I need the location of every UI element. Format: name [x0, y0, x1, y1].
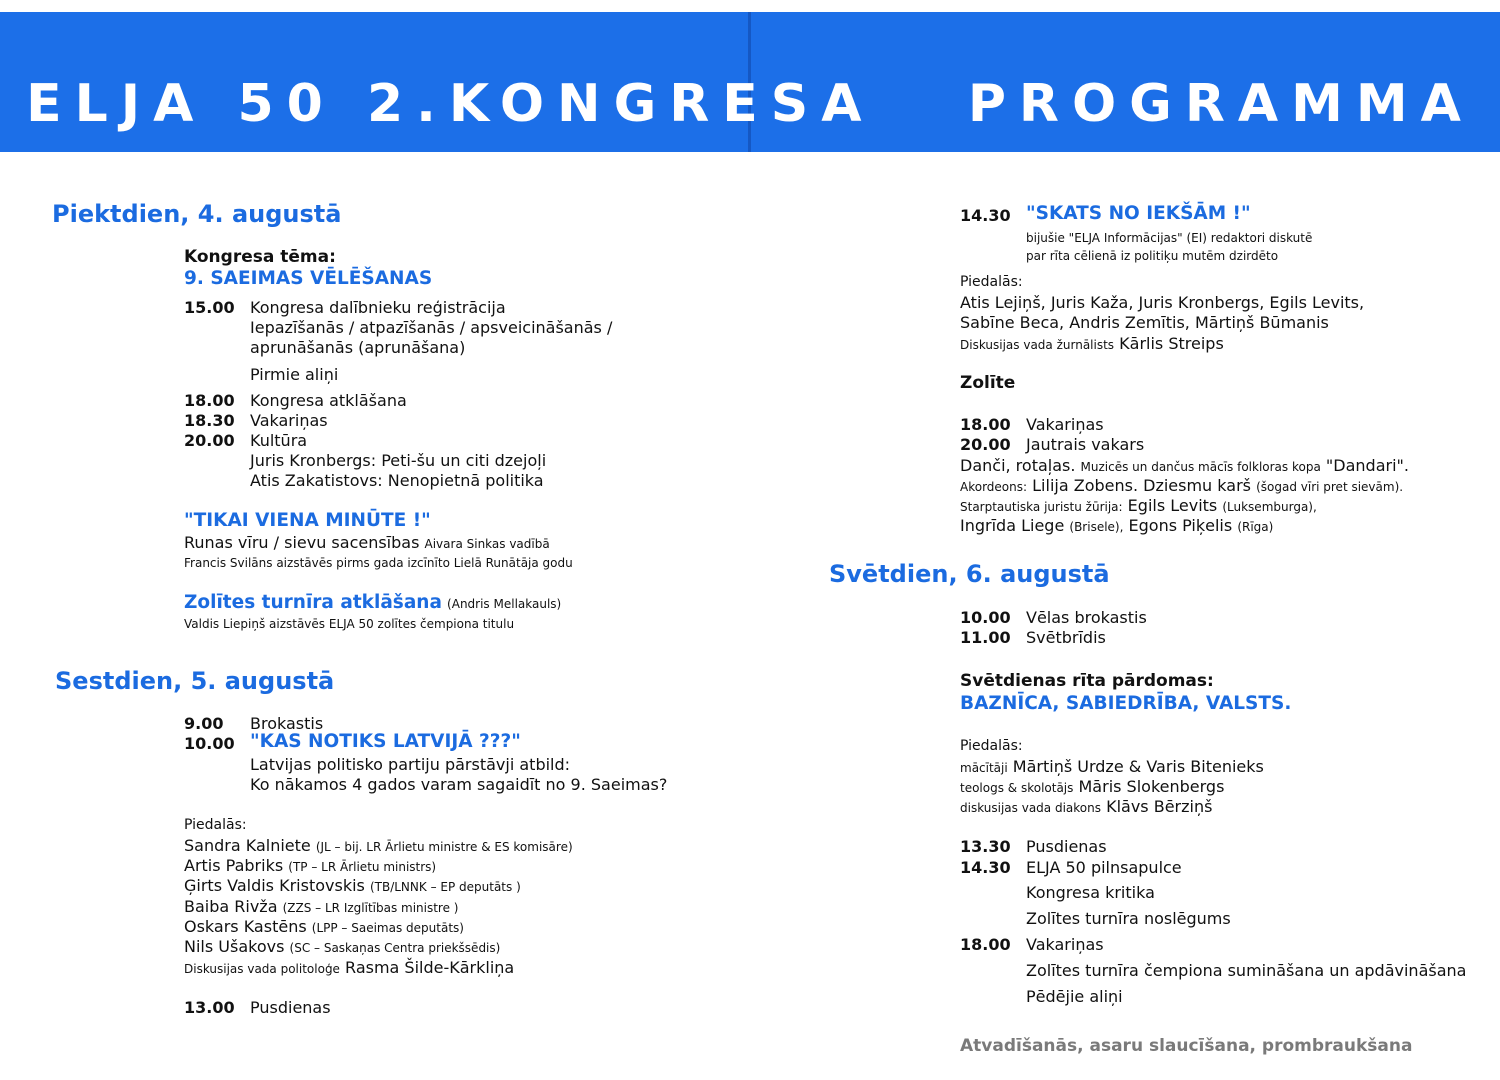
item-text: Vakariņas	[250, 411, 328, 430]
item-text: Vēlas brokastis	[1026, 608, 1147, 627]
item-text: Zolītes turnīra noslēgums	[1026, 909, 1231, 928]
schedule-item	[184, 411, 644, 431]
participant-name: Baiba Rivža	[184, 897, 278, 916]
item-text: Vakariņas	[1026, 415, 1104, 434]
item-text: Ko nākamos 4 gados varam sagaidīt no 9. Saeimas?	[250, 775, 668, 794]
item-time: 11.00	[960, 628, 1011, 647]
minute-line	[184, 533, 550, 552]
title-banner	[0, 12, 1500, 152]
item-text: Pēdējie aliņi	[1026, 987, 1123, 1006]
participant-name: Artis Pabriks	[184, 856, 284, 875]
schedule-item	[184, 365, 644, 385]
moderator-label: Diskusijas vada politoloģe	[184, 962, 340, 976]
item-time: 13.30	[960, 837, 1011, 856]
schedule-item	[960, 628, 1440, 648]
item-text: Vakariņas	[1026, 935, 1104, 954]
schedule-item	[960, 883, 1460, 903]
day-heading-saturday: Sestdien, 5. augustā	[55, 667, 335, 695]
participant	[184, 917, 464, 936]
item-text: Latvijas politisko partiju pārstāvji atbild:	[250, 755, 571, 774]
item-text: aprunāšanās (aprunāšana)	[250, 338, 466, 357]
item-time: 9.00	[184, 714, 224, 733]
jury-member: Egils Levits	[1127, 496, 1218, 515]
day-heading-friday: Piektdien, 4. augustā	[52, 200, 342, 228]
jury-label: Starptautiska juristu žūrija:	[960, 500, 1123, 514]
schedule-item	[184, 431, 644, 493]
item-time: 20.00	[960, 435, 1011, 454]
item-time: 13.00	[184, 998, 235, 1017]
item-time: 14.30	[960, 206, 1011, 225]
item-text: Pirmie aliņi	[250, 365, 339, 384]
farewell-line: Atvadīšanās, asaru slaucīšana, prombraukšana	[960, 1036, 1413, 1056]
schedule-item	[184, 391, 644, 411]
item-text: Kongresa kritika	[1026, 883, 1155, 902]
participant	[184, 937, 500, 956]
item-text: Iepazīšanās / atpazīšanās / apsveicināšanās /	[250, 318, 613, 337]
zolite-opening	[184, 592, 561, 613]
accordion-text: Lilija Zobens. Dziesmu karš	[1032, 476, 1251, 495]
participants-line: Atis Lejiņš, Juris Kaža, Juris Kronbergs, Egils Levits,	[960, 293, 1365, 312]
jury-line	[960, 516, 1273, 535]
moderator-name: Rasma Šilde-Kārkliņa	[345, 958, 515, 977]
participant	[960, 757, 1264, 776]
participant-info: (LPP – Saeimas deputāts)	[311, 921, 464, 935]
schedule-item	[960, 203, 1440, 270]
theme-label: Kongresa tēma:	[184, 247, 336, 267]
item-text: Jautrais vakars	[1026, 435, 1145, 454]
item-text: Pusdienas	[250, 998, 331, 1017]
reflect-label: Svētdienas rīta pārdomas:	[960, 671, 1214, 691]
accordion-label: Akordeons:	[960, 480, 1028, 494]
dance-group: "Dandari".	[1325, 456, 1409, 475]
jury-member: Ingrīda Liege	[960, 516, 1065, 535]
zolite-heading: Zolīte	[960, 373, 1016, 393]
schedule-item	[184, 298, 644, 360]
participant	[184, 856, 436, 875]
item-title: "SKATS NO IEKŠĀM !"	[1026, 203, 1251, 224]
item-time: 18.30	[184, 411, 235, 430]
item-time: 15.00	[184, 298, 235, 317]
jury-location: (Brisele),	[1069, 520, 1124, 534]
dance-note: Muzicēs un dančus mācīs folkloras kopa	[1080, 460, 1321, 474]
participant-info: (SC – Saskaņas Centra priekšsēdis)	[289, 941, 501, 955]
participant-name: Mārtiņš Urdze & Varis Bitenieks	[1012, 757, 1264, 776]
participant	[960, 777, 1224, 796]
accordion-note: (šogad vīri pret sievām).	[1256, 480, 1404, 494]
participants-label: Piedalās:	[960, 738, 1023, 754]
reflect-title: BAZNĪCA, SABIEDRĪBA, VALSTS.	[960, 693, 1292, 714]
item-text: Zolītes turnīra čempiona sumināšana un apdāvināšana	[1026, 961, 1467, 980]
program-title: ELJA 50 2.KONGRESA PROGRAMMA	[26, 74, 1474, 134]
schedule-item	[960, 987, 1460, 1007]
item-time: 10.00	[184, 734, 235, 753]
minute-title: "TIKAI VIENA MINŪTE !"	[184, 510, 431, 531]
participant-role: mācītāji	[960, 761, 1008, 775]
participant-info: (JL – bij. LR Ārlietu ministre & ES komisāre)	[315, 840, 573, 854]
participant	[960, 797, 1212, 816]
item-text: Atis Zakatistovs: Nenopietnā politika	[250, 471, 544, 490]
schedule-item	[960, 858, 1460, 878]
participant-name: Oskars Kastēns	[184, 917, 307, 936]
item-text: Brokastis	[250, 714, 324, 733]
participant-info: (TB/LNNK – EP deputāts )	[369, 880, 521, 894]
item-note: par rīta cēlienā iz politiķu mutēm dzirdēto	[1026, 249, 1279, 263]
jury-location: (Luksemburga),	[1222, 500, 1317, 514]
schedule-item	[960, 909, 1460, 929]
jury-member: Egons Piķelis	[1128, 516, 1233, 535]
participant-name: Māris Slokenbergs	[1078, 777, 1225, 796]
item-text: Kongresa dalībnieku reģistrācija	[250, 298, 506, 317]
item-text: ELJA 50 pilnsapulce	[1026, 858, 1182, 877]
schedule-item	[960, 435, 1440, 455]
participant	[184, 836, 573, 855]
item-title: "KAS NOTIKS LATVIJĀ ???"	[250, 731, 521, 752]
schedule-item	[960, 415, 1440, 435]
participant-role: teologs & skolotājs	[960, 781, 1074, 795]
item-time: 14.30	[960, 858, 1011, 877]
item-text: Pusdienas	[1026, 837, 1107, 856]
item-time: 18.00	[960, 935, 1011, 954]
schedule-item	[184, 731, 668, 798]
item-text: Svētbrīdis	[1026, 628, 1106, 647]
zolite-title: Zolītes turnīra atklāšana	[184, 592, 442, 613]
jury-line	[960, 496, 1317, 515]
participant-name: Klāvs Bērziņš	[1106, 797, 1213, 816]
item-time: 18.00	[960, 415, 1011, 434]
jury-location: (Rīga)	[1237, 520, 1274, 534]
minute-line-note: Aivara Sinkas vadībā	[424, 537, 550, 551]
item-text: Kultūra	[250, 431, 308, 450]
participant-info: (ZZS – LR Izglītības ministre )	[282, 901, 459, 915]
zolite-note: Valdis Liepiņš aizstāvēs ELJA 50 zolītes čempiona titulu	[184, 617, 515, 631]
participant	[184, 897, 458, 916]
participant-info: (TP – LR Ārlietu ministrs)	[288, 860, 437, 874]
participant-role: diskusijas vada diakons	[960, 801, 1101, 815]
participant-name: Ģirts Valdis Kristovskis	[184, 876, 365, 895]
zolite-host: (Andris Mellakauls)	[447, 597, 562, 611]
schedule-item	[960, 961, 1480, 981]
participant-name: Nils Ušakovs	[184, 937, 285, 956]
participants-label: Piedalās:	[184, 817, 247, 833]
minute-note: Francis Svilāns aizstāvēs pirms gada izcīnīto Lielā Runātāja godu	[184, 556, 573, 570]
moderator-label: Diskusijas vada žurnālists	[960, 338, 1115, 352]
minute-line-text: Runas vīru / sievu sacensības	[184, 533, 420, 552]
schedule-item	[960, 608, 1440, 628]
item-text: Juris Kronbergs: Peti-šu un citi dzejoļi	[250, 451, 547, 470]
theme-title: 9. SAEIMAS VĒLĒŠANAS	[184, 268, 433, 289]
moderator-name: Kārlis Streips	[1119, 334, 1224, 353]
item-time: 10.00	[960, 608, 1011, 627]
participants-line: Sabīne Beca, Andris Zemītis, Mārtiņš Būmanis	[960, 313, 1329, 332]
day-heading-sunday: Svētdien, 6. augustā	[829, 560, 1110, 588]
moderator	[960, 334, 1224, 353]
participants-label: Piedalās:	[960, 274, 1023, 290]
participant	[184, 876, 521, 895]
participant-name: Sandra Kalniete	[184, 836, 311, 855]
dance-text: Danči, rotaļas.	[960, 456, 1076, 475]
schedule-item	[184, 998, 644, 1018]
moderator	[184, 958, 514, 977]
item-text: Kongresa atklāšana	[250, 391, 407, 410]
dance-line	[960, 456, 1409, 475]
schedule-item	[960, 935, 1460, 955]
accordion-line	[960, 476, 1403, 495]
item-time: 18.00	[184, 391, 235, 410]
item-time: 20.00	[184, 431, 235, 450]
item-note: bijušie "ELJA Informācijas" (EI) redaktori diskutē	[1026, 231, 1313, 245]
schedule-item	[960, 837, 1460, 857]
